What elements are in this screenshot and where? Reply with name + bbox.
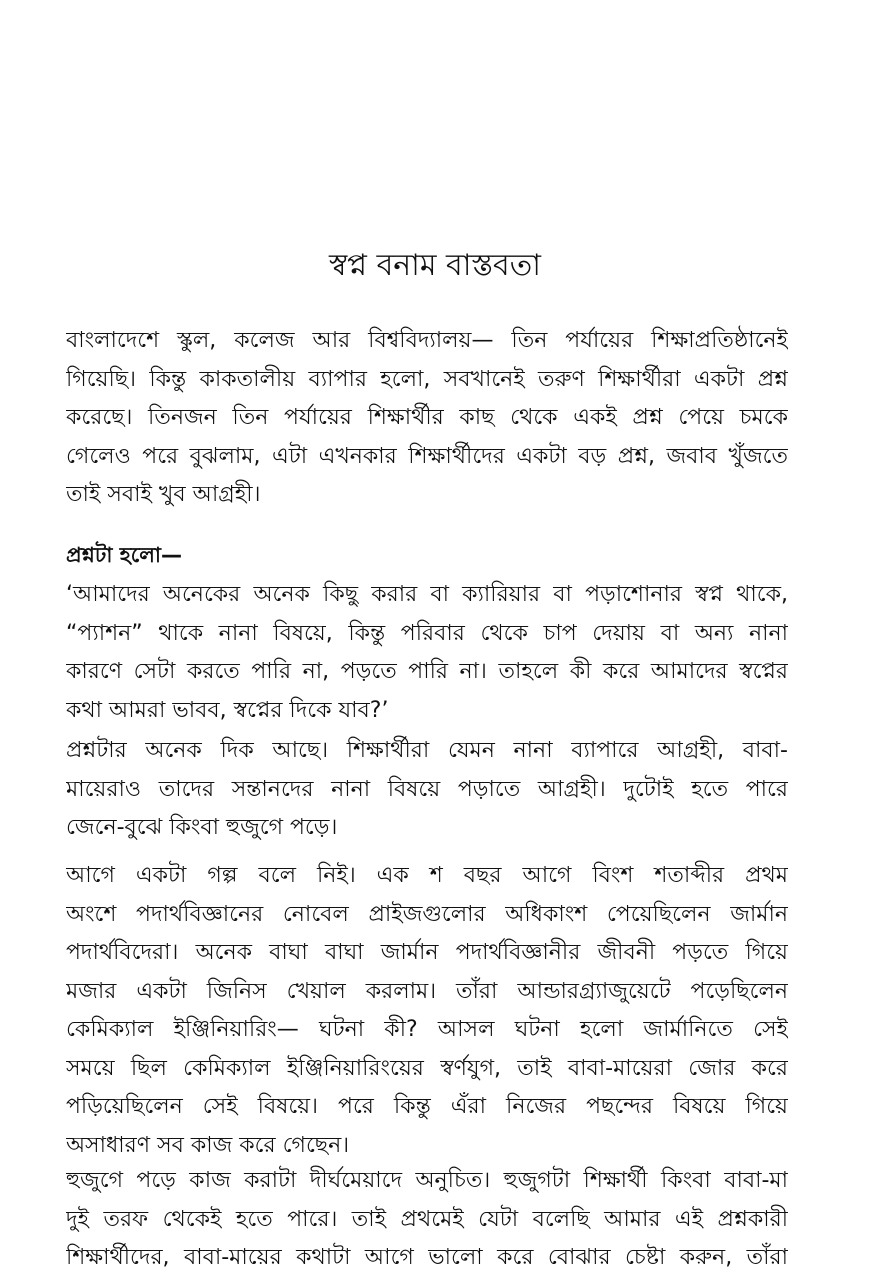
text-line: অসাধারণ সব কাজ করে গেছেন। <box>66 1132 350 1158</box>
text-line: পড়িয়েছিলেন সেই বিষয়ে। পরে কিন্তু এঁরা নিজের পছন্দের বিষয়ে গিয়ে <box>66 1094 788 1119</box>
text-line: হুজুগে পড়ে কাজ করাটা দীর্ঘমেয়াদে অনুচিত। হুজুগটা শিক্ষার্থী কিংবা বাবা-মা <box>66 1168 788 1193</box>
text-line: “প্যাশন” থাকে নানা বিষয়ে, কিন্তু পরিবার থেকে চাপ দেয়ায় বা অন্য নানা <box>66 620 788 646</box>
text-line: করেছে। তিনজন তিন পর্যায়ের শিক্ষার্থীর কাছ থেকে একই প্রশ্ন পেয়ে চমকে <box>66 405 788 430</box>
paragraph-aspects <box>66 732 788 848</box>
paragraph-question-quote <box>66 576 788 730</box>
text-line: শিক্ষার্থীদের, বাবা-মায়ের কথাটা আগে ভালো করে বোঝার চেষ্টা করুন, তাঁরা <box>66 1245 788 1270</box>
text-line: তাই সবাই খুব আগ্রহী। <box>66 482 261 507</box>
text-line: প্রশ্নটার অনেক দিক আছে। শিক্ষার্থীরা যেমন নানা ব্যাপারে আগ্রহী, বাবা- <box>66 738 788 763</box>
text-line: গেলেও পরে বুঝলাম, এটা এখনকার শিক্ষার্থীদের একটা বড় প্রশ্ন, জবাব খুঁজতে <box>66 443 788 469</box>
text-line: অংশে পদার্থবিজ্ঞানের নোবেল প্রাইজগুলোর অধিকাংশ পেয়েছিলেন জার্মান <box>66 901 788 927</box>
text-line: মজার একটা জিনিস খেয়াল করলাম। তাঁরা আন্ডারগ্র্যাজুয়েটে পড়েছিলেন <box>66 978 788 1004</box>
text-line: সময়ে ছিল কেমিক্যাল ইঞ্জিনিয়ারিংয়ের স্বর্ণযুগ, তাই বাবা-মায়েরা জোর করে <box>66 1055 788 1081</box>
text-line: জেনে-বুঝে কিংবা হুজুগে পড়ে। <box>66 815 338 840</box>
text-line: বাংলাদেশে স্কুল, কলেজ আর বিশ্ববিদ্যালয়— তিন পর্যায়ের শিক্ষাপ্রতিষ্ঠানেই <box>66 328 788 353</box>
text-line: কেমিক্যাল ইঞ্জিনিয়ারিং— ঘটনা কী? আসল ঘটনা হলো জার্মানিতে সেই <box>66 1017 788 1042</box>
text-line: কথা আমরা ভাবব, স্বপ্নের দিকে যাব?’ <box>66 697 389 723</box>
chapter-title: স্বপ্ন বনাম বাস্তবতা <box>329 248 541 284</box>
text-line: কারণে সেটা করতে পারি না, পড়তে পারি না। তাহলে কী করে আমাদের স্বপ্নের <box>66 659 788 684</box>
text-line: আগে একটা গল্প বলে নিই। এক শ বছর আগে বিংশ শতাব্দীর প্রথম <box>66 863 788 888</box>
paragraph-story <box>66 857 788 1165</box>
text-line: ‘আমাদের অনেকের অনেক কিছু করার বা ক্যারিয়ার বা পড়াশোনার স্বপ্ন থাকে, <box>66 582 788 607</box>
question-heading: প্রশ্নটা হলো— <box>66 543 182 567</box>
paragraph-advice <box>66 1162 788 1278</box>
text-line: গিয়েছি। কিন্তু কাকতালীয় ব্যাপার হলো, সবখানেই তরুণ শিক্ষার্থীরা একটা প্রশ্ন <box>66 366 788 392</box>
text-line: দুই তরফ থেকেই হতে পারে। তাই প্রথমেই যেটা বলেছি আমার এই প্রশ্নকারী <box>66 1206 788 1232</box>
text-line: পদার্থবিদেরা। অনেক বাঘা বাঘা জার্মান পদার্থবিজ্ঞানীর জীবনী পড়তে গিয়ে <box>66 940 788 965</box>
paragraph-intro <box>66 322 788 515</box>
text-line: মায়েরাও তাদের সন্তানদের নানা বিষয়ে পড়াতে আগ্রহী। দুটোই হতে পারে <box>66 776 788 802</box>
